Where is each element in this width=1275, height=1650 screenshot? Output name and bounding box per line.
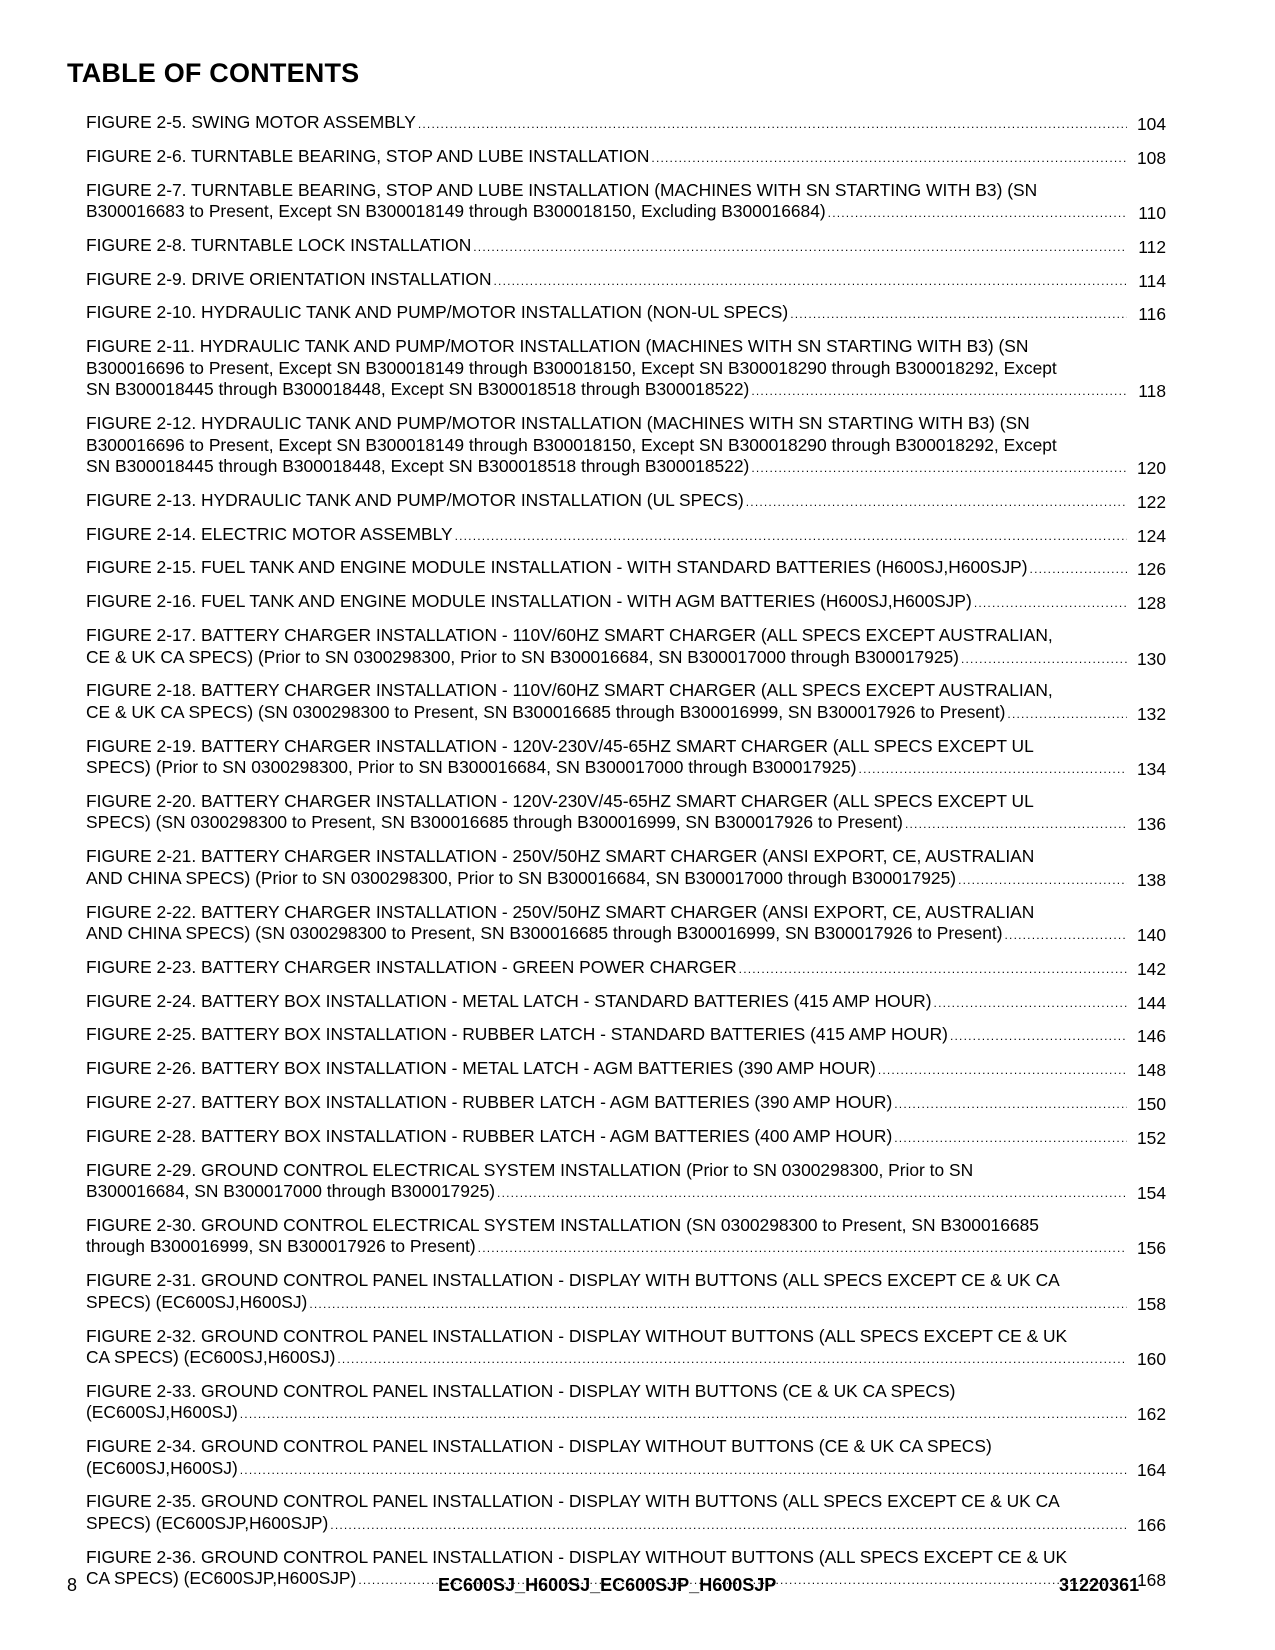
- toc-entry-last-line: [86, 201, 1128, 225]
- toc-entry-title-line: SPECS) (Prior to SN 0300298300, Prior to SN B300016684, SN B300017000 through B300017925): [86, 757, 857, 778]
- toc-page-number[interactable]: 114: [1138, 270, 1166, 291]
- toc-entry-title-line: SPECS) (SN 0300298300 to Present, SN B300016685 through B300016999, SN B300017926 to Present): [86, 812, 903, 833]
- dot-leader: [958, 870, 1127, 892]
- toc-entry-title-line: (EC600SJ,H600SJ): [86, 1402, 238, 1423]
- toc-page-number[interactable]: 168: [1136, 1570, 1166, 1591]
- dot-leader: [473, 237, 1127, 259]
- toc-page-number[interactable]: 110: [1138, 203, 1166, 224]
- footer-model-name: EC600SJ_H600SJ_EC600SJP_H600SJP: [438, 1575, 777, 1595]
- toc-entry-title-line: CA SPECS) (EC600SJP,H600SJP): [86, 1568, 357, 1589]
- toc-entry-title-line: FIGURE 2-17. BATTERY CHARGER INSTALLATION - 110V/60HZ SMART CHARGER (ALL SPECS EXCEPT AUSTRALIAN,: [86, 625, 1053, 646]
- toc-entry-last-line: [86, 379, 1128, 403]
- toc-entry-title-line: FIGURE 2-7. TURNTABLE BEARING, STOP AND LUBE INSTALLATION (MACHINES WITH SN STARTING WITH B3) (SN: [86, 179, 1038, 200]
- toc-entry[interactable]: [86, 1126, 1166, 1150]
- toc-entry-title-line: FIGURE 2-24. BATTERY BOX INSTALLATION - METAL LATCH - STANDARD BATTERIES (415 AMP HOUR): [86, 990, 932, 1011]
- toc-entry-title-line: FIGURE 2-13. HYDRAULIC TANK AND PUMP/MOTOR INSTALLATION (UL SPECS): [86, 489, 744, 510]
- toc-entry[interactable]: [86, 1326, 1166, 1371]
- toc-entry-title-line: FIGURE 2-23. BATTERY CHARGER INSTALLATION - GREEN POWER CHARGER: [86, 956, 737, 977]
- toc-entry-title-line: CE & UK CA SPECS) (SN 0300298300 to Present, SN B300016685 through B300016999, SN B300017926 to Present): [86, 701, 1006, 722]
- toc-entry[interactable]: [86, 146, 1166, 170]
- toc-page-number[interactable]: 112: [1138, 236, 1166, 257]
- dot-leader: [790, 304, 1127, 326]
- toc-page-number[interactable]: 126: [1136, 559, 1166, 580]
- toc-page-number[interactable]: 108: [1136, 147, 1166, 168]
- dot-leader: [934, 993, 1127, 1015]
- toc-entry-title-line: FIGURE 2-34. GROUND CONTROL PANEL INSTALLATION - DISPLAY WITHOUT BUTTONS (CE & UK CA SPECS): [86, 1436, 992, 1457]
- toc-entry[interactable]: [86, 1381, 1166, 1426]
- toc-entry-last-line: [86, 1347, 1128, 1371]
- toc-entry-last-line: [86, 812, 1128, 836]
- toc-entry-last-line: [86, 269, 1128, 293]
- toc-entry[interactable]: [86, 991, 1166, 1015]
- toc-page-number[interactable]: 156: [1136, 1238, 1166, 1259]
- toc-entry[interactable]: [86, 1270, 1166, 1315]
- toc-entry-title-line: FIGURE 2-36. GROUND CONTROL PANEL INSTALLATION - DISPLAY WITHOUT BUTTONS (ALL SPECS EXCEPT CE & UK: [86, 1546, 1068, 1567]
- toc-entry-title-line: FIGURE 2-16. FUEL TANK AND ENGINE MODULE INSTALLATION - WITH AGM BATTERIES (H600SJ,H600SJP): [86, 591, 972, 612]
- toc-page-number[interactable]: 146: [1136, 1026, 1166, 1047]
- toc-page-number[interactable]: 130: [1136, 648, 1166, 669]
- toc-entry-title-line: FIGURE 2-25. BATTERY BOX INSTALLATION - RUBBER LATCH - STANDARD BATTERIES (415 AMP HOUR): [86, 1024, 948, 1045]
- footer-document-number: 31220361: [1059, 1575, 1140, 1595]
- toc-entry[interactable]: [86, 1024, 1166, 1048]
- toc-entry[interactable]: [86, 736, 1166, 781]
- toc-entry[interactable]: [86, 235, 1166, 259]
- toc-page-number[interactable]: 162: [1136, 1404, 1166, 1425]
- toc-entry-title-line: SN B300018445 through B300018448, Except SN B300018518 through B300018522): [86, 456, 750, 477]
- toc-entry-title-line: B300016683 to Present, Except SN B300018149 through B300018150, Excluding B300016684): [86, 201, 826, 222]
- toc-entry-last-line: [86, 957, 1128, 981]
- toc-entry[interactable]: [86, 846, 1166, 891]
- toc-page-number[interactable]: 116: [1138, 304, 1166, 325]
- toc-entry-last-line: [86, 868, 1128, 892]
- toc-page-number[interactable]: 124: [1136, 525, 1166, 546]
- toc-entry[interactable]: [86, 791, 1166, 836]
- toc-entry-title-line: B300016696 to Present, Except SN B300018149 through B300018150, Except SN B300018290 through B300018292, Except: [86, 357, 1057, 378]
- dot-leader: [330, 1515, 1127, 1537]
- toc-entry-last-line: [86, 1126, 1128, 1150]
- toc-entry-last-line: [86, 524, 1128, 548]
- toc-entry[interactable]: [86, 680, 1166, 725]
- toc-entry-title-line: FIGURE 2-28. BATTERY BOX INSTALLATION - RUBBER LATCH - AGM BATTERIES (400 AMP HOUR): [86, 1125, 893, 1146]
- toc-entry-title-line: FIGURE 2-8. TURNTABLE LOCK INSTALLATION: [86, 234, 472, 255]
- dot-leader: [974, 593, 1127, 615]
- toc-entry-last-line: [86, 302, 1128, 326]
- dot-leader: [751, 458, 1127, 480]
- toc-entry[interactable]: [86, 1092, 1166, 1116]
- dot-leader: [651, 148, 1127, 170]
- toc-entry-last-line: [86, 923, 1128, 947]
- toc-entry-title-line: FIGURE 2-12. HYDRAULIC TANK AND PUMP/MOTOR INSTALLATION (MACHINES WITH SN STARTING WITH B3) (SN: [86, 413, 1030, 434]
- toc-entry-title-line: SPECS) (EC600SJP,H600SJP): [86, 1512, 329, 1533]
- toc-entry[interactable]: [86, 1215, 1166, 1260]
- page-title: TABLE OF CONTENTS: [67, 58, 360, 88]
- toc-entry-last-line: [86, 702, 1128, 726]
- toc-entry-title-line: FIGURE 2-27. BATTERY BOX INSTALLATION - RUBBER LATCH - AGM BATTERIES (390 AMP HOUR): [86, 1092, 893, 1113]
- dot-leader: [240, 1404, 1127, 1426]
- dot-leader: [1007, 704, 1127, 726]
- toc-entry-title-line: (EC600SJ,H600SJ): [86, 1457, 238, 1478]
- toc-entry-title-line: FIGURE 2-10. HYDRAULIC TANK AND PUMP/MOTOR INSTALLATION (NON-UL SPECS): [86, 302, 789, 323]
- toc-entry[interactable]: [86, 1491, 1166, 1536]
- toc-page-number[interactable]: 138: [1136, 869, 1166, 890]
- toc-entry[interactable]: [86, 524, 1166, 548]
- toc-page-number[interactable]: 150: [1136, 1094, 1166, 1115]
- dot-leader: [418, 114, 1127, 136]
- toc-entry-title-line: FIGURE 2-9. DRIVE ORIENTATION INSTALLATION: [86, 268, 492, 289]
- toc-entry-title-line: B300016684, SN B300017000 through B300017925): [86, 1181, 496, 1202]
- dot-leader: [497, 1183, 1127, 1205]
- dot-leader: [894, 1128, 1127, 1150]
- toc-entry-title-line: FIGURE 2-31. GROUND CONTROL PANEL INSTALLATION - DISPLAY WITH BUTTONS (ALL SPECS EXCEPT CE & UK CA: [86, 1270, 1060, 1291]
- toc-entry-title-line: FIGURE 2-32. GROUND CONTROL PANEL INSTALLATION - DISPLAY WITHOUT BUTTONS (ALL SPECS EXCEPT CE & UK: [86, 1325, 1068, 1346]
- toc-entry[interactable]: [86, 625, 1166, 670]
- toc-entry-last-line: [86, 146, 1128, 170]
- dot-leader: [751, 381, 1127, 403]
- dot-leader: [894, 1094, 1127, 1116]
- toc-entry-last-line: [86, 647, 1128, 671]
- toc-page-number[interactable]: 140: [1136, 925, 1166, 946]
- toc-page-number[interactable]: 104: [1136, 114, 1166, 134]
- toc-entry-title-line: FIGURE 2-29. GROUND CONTROL ELECTRICAL SYSTEM INSTALLATION (Prior to SN 0300298300, Prior to SN: [86, 1159, 974, 1180]
- toc-entry-last-line: [86, 1092, 1128, 1116]
- toc-page-number[interactable]: 144: [1136, 992, 1166, 1013]
- toc-entry[interactable]: [86, 1058, 1166, 1082]
- dot-leader: [961, 649, 1127, 671]
- toc-entry-last-line: [86, 1058, 1128, 1082]
- toc-entry-last-line: [86, 112, 1128, 136]
- toc-page-number[interactable]: 136: [1136, 814, 1166, 835]
- toc-entry-title-line: FIGURE 2-11. HYDRAULIC TANK AND PUMP/MOTOR INSTALLATION (MACHINES WITH SN STARTING WITH B3) (SN: [86, 336, 1029, 357]
- toc-page-number[interactable]: 154: [1136, 1183, 1166, 1204]
- dot-leader: [859, 759, 1127, 781]
- toc-entry-title-line: FIGURE 2-22. BATTERY CHARGER INSTALLATION - 250V/50HZ SMART CHARGER (ANSI EXPORT, CE, AUSTRALIAN: [86, 901, 1035, 922]
- toc-entry-title-line: AND CHINA SPECS) (Prior to SN 0300298300, Prior to SN B300016684, SN B300017000 through B300017925): [86, 867, 957, 888]
- toc-page-number[interactable]: 152: [1136, 1127, 1166, 1148]
- toc-entry-title-line: FIGURE 2-20. BATTERY CHARGER INSTALLATION - 120V-230V/45-65HZ SMART CHARGER (ALL SPECS EXCEPT UL: [86, 790, 1034, 811]
- toc-entry-last-line: [86, 1024, 1128, 1048]
- toc-entry-last-line: [86, 490, 1128, 514]
- toc-entry-title-line: AND CHINA SPECS) (SN 0300298300 to Present, SN B300016685 through B300016999, SN B300017926 to Present): [86, 923, 1003, 944]
- toc-entry[interactable]: [86, 957, 1166, 981]
- toc-list: [86, 112, 1166, 1602]
- toc-entry[interactable]: [86, 269, 1166, 293]
- toc-page-number[interactable]: 148: [1136, 1060, 1166, 1081]
- dot-leader: [1030, 559, 1127, 581]
- toc-page-number[interactable]: 134: [1136, 759, 1166, 780]
- toc-entry[interactable]: [86, 336, 1166, 403]
- toc-entry-last-line: [86, 1458, 1128, 1482]
- toc-entry-title-line: FIGURE 2-33. GROUND CONTROL PANEL INSTALLATION - DISPLAY WITH BUTTONS (CE & UK CA SPECS): [86, 1380, 956, 1401]
- dot-leader: [337, 1349, 1127, 1371]
- dot-leader: [240, 1460, 1127, 1482]
- toc-page-number[interactable]: 122: [1136, 491, 1166, 512]
- toc-entry[interactable]: [86, 591, 1166, 615]
- toc-entry-title-line: SN B300018445 through B300018448, Except SN B300018518 through B300018522): [86, 379, 750, 400]
- dot-leader: [1005, 925, 1128, 947]
- dot-leader: [739, 959, 1127, 981]
- footer-page-number: 8: [67, 1575, 78, 1595]
- toc-entry-last-line: [86, 1402, 1128, 1426]
- dot-leader: [828, 203, 1127, 225]
- toc-entry-title-line: CA SPECS) (EC600SJ,H600SJ): [86, 1347, 336, 1368]
- dot-leader: [494, 271, 1127, 293]
- toc-page-number[interactable]: 164: [1136, 1459, 1166, 1480]
- toc-entry-last-line: [86, 1292, 1128, 1316]
- toc-entry[interactable]: [86, 413, 1166, 480]
- toc-entry-title-line: FIGURE 2-18. BATTERY CHARGER INSTALLATION - 110V/60HZ SMART CHARGER (ALL SPECS EXCEPT AUSTRALIAN,: [86, 680, 1053, 701]
- toc-entry[interactable]: [86, 902, 1166, 947]
- toc-entry[interactable]: [86, 1160, 1166, 1205]
- toc-entry-title-line: FIGURE 2-35. GROUND CONTROL PANEL INSTALLATION - DISPLAY WITH BUTTONS (ALL SPECS EXCEPT CE & UK CA: [86, 1491, 1060, 1512]
- toc-entry-title-line: FIGURE 2-15. FUEL TANK AND ENGINE MODULE INSTALLATION - WITH STANDARD BATTERIES (H600SJ,H600SJP): [86, 557, 1028, 578]
- toc-entry-last-line: [86, 235, 1128, 259]
- toc-entry-title-line: SPECS) (EC600SJ,H600SJ): [86, 1291, 308, 1312]
- toc-entry-last-line: [86, 557, 1128, 581]
- toc-entry-title-line: FIGURE 2-5. SWING MOTOR ASSEMBLY: [86, 112, 416, 132]
- toc-entry-title-line: through B300016999, SN B300017926 to Present): [86, 1236, 476, 1257]
- toc-entry-last-line: [86, 591, 1128, 615]
- toc-entry-title-line: FIGURE 2-26. BATTERY BOX INSTALLATION - METAL LATCH - AGM BATTERIES (390 AMP HOUR): [86, 1058, 876, 1079]
- toc-entry-title-line: B300016696 to Present, Except SN B300018149 through B300018150, Except SN B300018290 through B300018292, Except: [86, 434, 1057, 455]
- toc-entry-title-line: FIGURE 2-6. TURNTABLE BEARING, STOP AND LUBE INSTALLATION: [86, 145, 650, 166]
- toc-entry-last-line: [86, 991, 1128, 1015]
- toc-page-number[interactable]: 128: [1136, 593, 1166, 614]
- toc-entry[interactable]: [86, 557, 1166, 581]
- toc-page-number[interactable]: 118: [1138, 381, 1166, 402]
- toc-page-number[interactable]: 160: [1136, 1349, 1166, 1370]
- toc-entry-last-line: [86, 456, 1128, 480]
- dot-leader: [905, 814, 1127, 836]
- dot-leader: [950, 1026, 1127, 1048]
- toc-page-number[interactable]: 132: [1136, 703, 1166, 724]
- toc-page-number[interactable]: 158: [1136, 1293, 1166, 1314]
- toc-entry-title-line: FIGURE 2-14. ELECTRIC MOTOR ASSEMBLY: [86, 523, 453, 544]
- toc-entry-title-line: CE & UK CA SPECS) (Prior to SN 0300298300, Prior to SN B300016684, SN B300017000 through B300017925): [86, 646, 959, 667]
- toc-entry-title-line: FIGURE 2-30. GROUND CONTROL ELECTRICAL SYSTEM INSTALLATION (SN 0300298300 to Present, SN B300016685: [86, 1214, 1039, 1235]
- dot-leader: [455, 526, 1127, 548]
- toc-page-number[interactable]: 142: [1136, 958, 1166, 979]
- toc-entry-last-line: [86, 757, 1128, 781]
- toc-entry-last-line: [86, 1236, 1128, 1260]
- toc-entry-last-line: [86, 1513, 1128, 1537]
- dot-leader: [309, 1294, 1127, 1316]
- toc-entry[interactable]: [86, 302, 1166, 326]
- toc-entry-title-line: FIGURE 2-19. BATTERY CHARGER INSTALLATION - 120V-230V/45-65HZ SMART CHARGER (ALL SPECS EXCEPT UL: [86, 735, 1034, 756]
- dot-leader: [878, 1060, 1127, 1082]
- dot-leader: [746, 492, 1127, 514]
- toc-entry-last-line: [86, 1181, 1128, 1205]
- dot-leader: [478, 1238, 1127, 1260]
- toc-entry[interactable]: [86, 1436, 1166, 1481]
- toc-page-number[interactable]: 120: [1136, 458, 1166, 479]
- toc-entry[interactable]: [86, 112, 1166, 136]
- toc-entry-title-line: FIGURE 2-21. BATTERY CHARGER INSTALLATION - 250V/50HZ SMART CHARGER (ANSI EXPORT, CE, AUSTRALIAN: [86, 846, 1035, 867]
- toc-page-number[interactable]: 166: [1136, 1514, 1166, 1535]
- toc-entry[interactable]: [86, 180, 1166, 225]
- toc-entry[interactable]: [86, 490, 1166, 514]
